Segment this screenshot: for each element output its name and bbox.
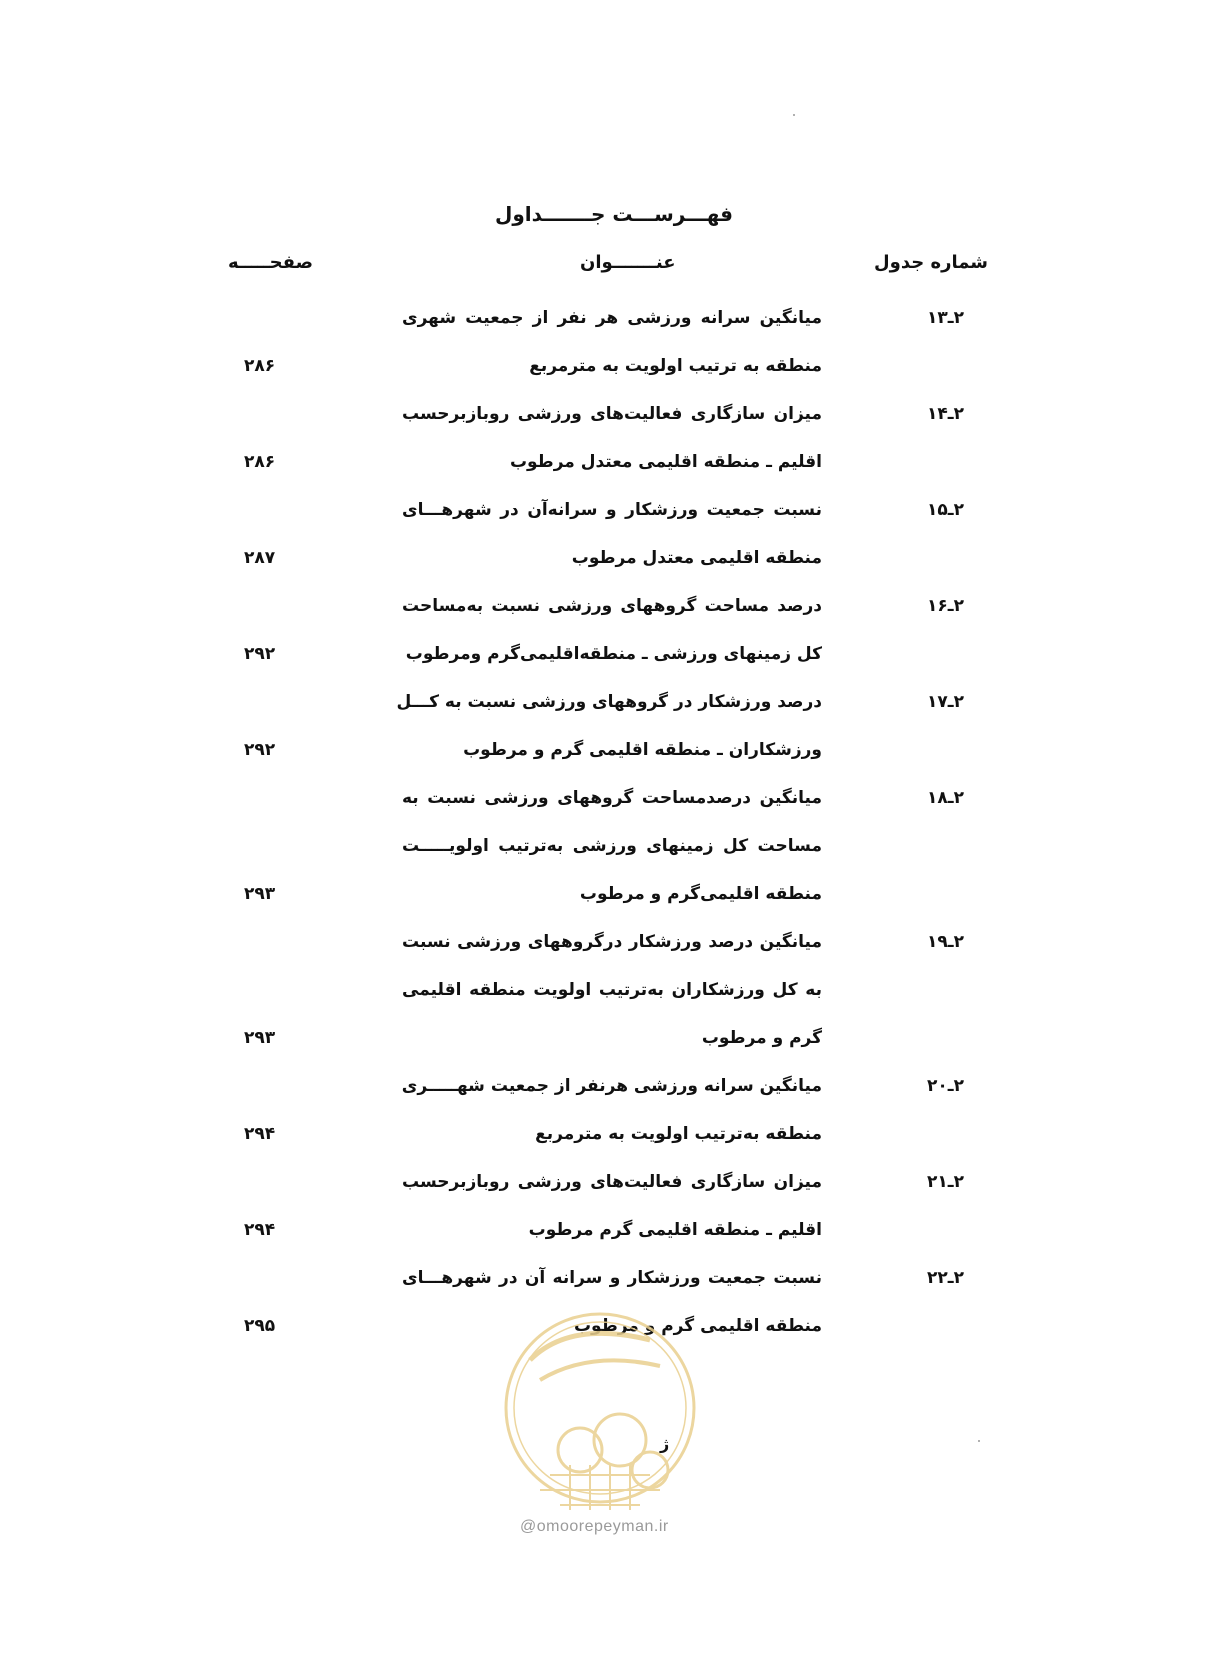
table-title-line: منطقه به ترتیب اولویت به مترمربع [529, 356, 822, 376]
toc-entry-line [0, 972, 1228, 1020]
table-title-line: منطقه به‌ترتیب اولویت به مترمربع [535, 1124, 822, 1144]
table-title-line: میزان سازگاری فعالیت‌های ورزشی روبازبرحسب [402, 404, 822, 424]
table-title-line: اقلیم ـ منطقه اقلیمی گرم مرطوب [528, 1220, 822, 1240]
table-title-line: ورزشکاران ـ منطقه اقلیمی گرم و مرطوب [463, 740, 822, 760]
table-number: ۲ـ۲۰ [927, 1076, 964, 1096]
toc-entry-line [0, 924, 1228, 972]
page-number: ۲۸۶ [244, 452, 276, 472]
toc-entry-line [0, 1116, 1228, 1164]
table-number: ۲ـ۱۷ [927, 692, 964, 712]
toc-entry-line [0, 348, 1228, 396]
page-number: ۲۹۴ [244, 1220, 276, 1240]
column-header-title: عنـــــــوان [580, 252, 676, 273]
table-number: ۲ـ۱۵ [927, 500, 964, 520]
toc-entry-line [0, 1068, 1228, 1116]
toc-entry-line [0, 1212, 1228, 1260]
page-number: ۲۹۳ [244, 1028, 276, 1048]
column-header-number: شماره جدول [874, 252, 988, 273]
toc-entry [0, 684, 1228, 780]
toc-entry [0, 1068, 1228, 1164]
page-number: ۲۹۵ [244, 1316, 276, 1336]
toc-entry [0, 300, 1228, 396]
page-number: ۲۸۷ [244, 548, 276, 568]
toc-entry-line [0, 732, 1228, 780]
toc-entry-line [0, 636, 1228, 684]
table-title-line: میانگین سرانه ورزشی هرنفر از جمعیت شهـــــری [401, 1076, 822, 1096]
scan-speck [793, 114, 795, 116]
scan-speck [978, 1440, 980, 1442]
toc-entry-line [0, 300, 1228, 348]
table-of-contents-list [0, 300, 1228, 1356]
toc-entry-line [0, 540, 1228, 588]
page-title: فهـــرســـت جـــــــداول [494, 202, 734, 226]
page-number: ۲۸۶ [244, 356, 276, 376]
table-title-line: درصد مساحت گروههای ورزشی نسبت به‌مساحت [402, 596, 822, 616]
table-number: ۲ـ۲۲ [927, 1268, 964, 1288]
toc-entry [0, 588, 1228, 684]
table-title-line: منطقه اقلیمی معتدل مرطوب [571, 548, 822, 568]
page-number: ۲۹۳ [244, 884, 276, 904]
page-number-letter: ژ [660, 1434, 670, 1453]
toc-entry [0, 396, 1228, 492]
table-title-line: نسبت جمعیت ورزشکار و سرانه آن در شهرهـــای [402, 1268, 822, 1288]
toc-entry-line [0, 396, 1228, 444]
table-title-line: اقلیم ـ منطقه اقلیمی معتدل مرطوب [509, 452, 822, 472]
table-number: ۲ـ۱۶ [927, 596, 964, 616]
page-number: ۲۹۴ [244, 1124, 276, 1144]
table-title-line: درصد ورزشکار در گروههای ورزشی نسبت به کـــل [396, 692, 822, 712]
toc-entry-line [0, 876, 1228, 924]
page-number: ۲۹۲ [244, 644, 276, 664]
page-number: ۲۹۲ [244, 740, 276, 760]
toc-entry [0, 780, 1228, 924]
table-title-line: منطقه اقلیمی گرم و مرطوب [573, 1316, 822, 1336]
table-title-line: میانگین سرانه ورزشی هر نفر از جمعیت شهری [402, 308, 822, 328]
table-number: ۲ـ۲۱ [927, 1172, 964, 1192]
watermark-text: @omoorepeyman.ir [520, 1518, 669, 1535]
table-title-line: کل زمینهای ورزشی ـ منطقه‌اقلیمی‌گرم ومرطوب [405, 644, 822, 664]
table-title-line: به کل ورزشکاران به‌ترتیب اولویت منطقه اقلیمی [402, 980, 822, 1000]
toc-entry [0, 492, 1228, 588]
toc-entry-line [0, 588, 1228, 636]
seal-logo [500, 1300, 700, 1522]
toc-entry-line [0, 684, 1228, 732]
table-title-line: میانگین درصد ورزشکار درگروههای ورزشی نسبت [402, 932, 822, 952]
table-number: ۲ـ۱۹ [927, 932, 964, 952]
toc-entry [0, 924, 1228, 1068]
toc-entry-line [0, 1020, 1228, 1068]
column-header-page: صفحـــــه [228, 252, 313, 273]
table-number: ۲ـ۱۳ [927, 308, 964, 328]
table-title-line: نسبت جمعیت ورزشکار و سرانه‌آن در شهرهـــای [402, 500, 822, 520]
toc-entry-line [0, 780, 1228, 828]
table-title-line: منطقه اقلیمی‌گرم و مرطوب [579, 884, 822, 904]
table-number: ۲ـ۱۴ [927, 404, 964, 424]
toc-entry-line [0, 828, 1228, 876]
toc-entry-line [0, 492, 1228, 540]
toc-entry [0, 1164, 1228, 1260]
table-title-line: مساحت کل زمینهای ورزشی به‌ترتیب اولویـــــت [402, 836, 822, 856]
table-title-line: میزان سازگاری فعالیت‌های ورزشی روبازبرحسب [402, 1172, 822, 1192]
table-title-line: گرم و مرطوب [701, 1028, 822, 1048]
toc-entry-line [0, 1164, 1228, 1212]
table-number: ۲ـ۱۸ [927, 788, 964, 808]
table-title-line: میانگین درصدمساحت گروههای ورزشی نسبت به [402, 788, 822, 808]
toc-entry-line [0, 444, 1228, 492]
